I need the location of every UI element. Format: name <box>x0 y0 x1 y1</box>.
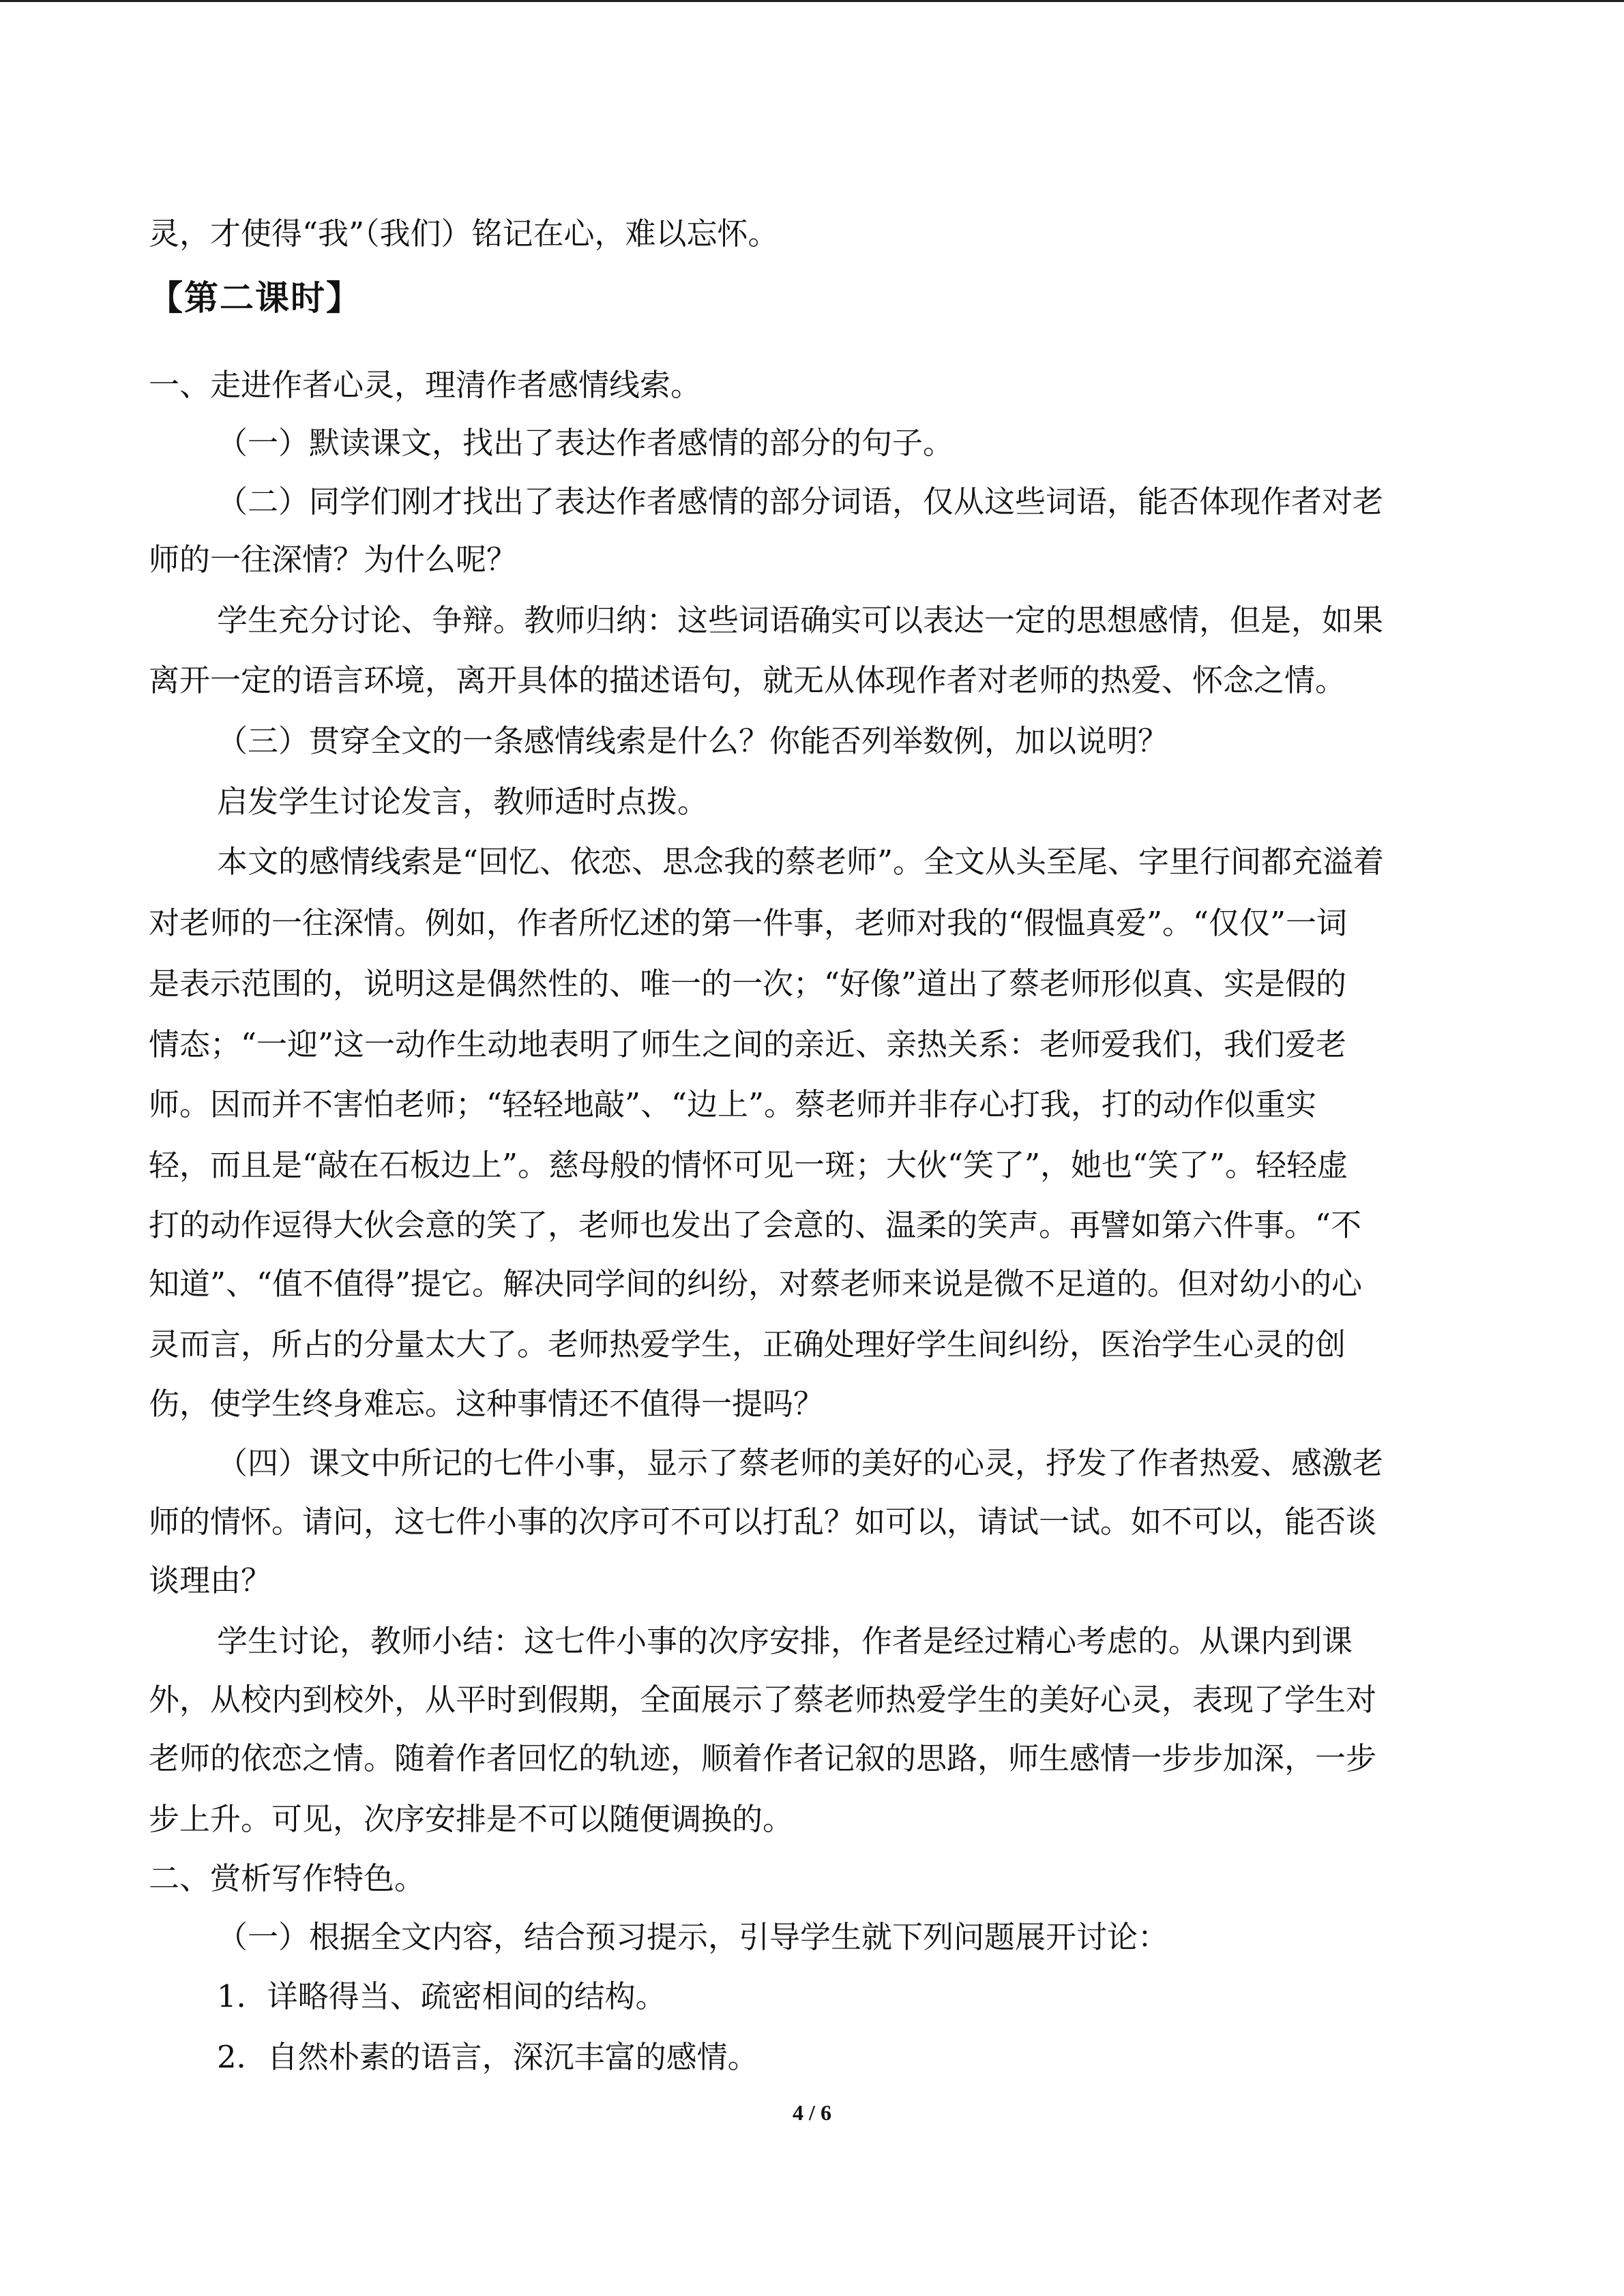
paragraph-line: 师。因而并不害怕老师；“轻轻地敲”、“边上”。蔡老师并非存心打我，打的动作似重实 <box>149 1086 1317 1122</box>
paragraph-line: 知道”、“值不值得”提它。解决同学间的纠纷，对蔡老师来说是微不足道的。但对幼小的心 <box>149 1266 1363 1302</box>
paragraph-line: 灵而言，所占的分量太大了。老师热爱学生，正确处理好学生间纠纷，医治学生心灵的创 <box>149 1326 1346 1362</box>
paragraph-line: 学生充分讨论、争辩。教师归纳：这些词语确实可以表达一定的思想感情，但是，如果 <box>217 602 1384 638</box>
paragraph-line: （一）根据全文内容，结合预习提示，引导学生就下列问题展开讨论： <box>217 1919 1169 1955</box>
section-heading: 【第二课时】 <box>149 278 361 318</box>
paragraph-line: 启发学生讨论发言，教师适时点拨。 <box>217 784 709 820</box>
paragraph-line: 灵，才使得“我”（我们）铭记在心，难以忘怀。 <box>149 215 779 252</box>
paragraph-line: （一）默读课文，找出了表达作者感情的部分的句子。 <box>217 425 954 461</box>
paragraph-line: 谈理由？ <box>149 1562 272 1598</box>
paragraph-line: 外，从校内到校外，从平时到假期，全面展示了蔡老师热爱学生的美好心灵，表现了学生对 <box>149 1682 1377 1718</box>
paragraph-line: 本文的感情线索是“回忆、依恋、思念我的蔡老师”。全文从头至尾、字里行间都充溢着 <box>217 844 1385 880</box>
page-top-border <box>0 0 1624 2</box>
page-number: 4 / 6 <box>793 2100 831 2125</box>
list-item: 2．自然朴素的语言，深沉丰富的感情。 <box>217 2039 758 2075</box>
paragraph-line: 师的一往深情？为什么呢？ <box>149 541 518 578</box>
paragraph-line: （四）课文中所记的七件小事，显示了蔡老师的美好的心灵，抒发了作者热爱、感激老 <box>217 1445 1384 1481</box>
paragraph-line: （三）贯穿全文的一条感情线索是什么？你能否列举数例，加以说明？ <box>217 723 1169 759</box>
outline-heading: 二、赏析写作特色。 <box>149 1860 426 1896</box>
paragraph-line: （二）同学们刚才找出了表达作者感情的部分词语，仅从这些词语，能否体现作者对老 <box>217 483 1384 520</box>
paragraph-line: 对老师的一往深情。例如，作者所忆述的第一件事，老师对我的“假愠真爱”。“仅仅”一词 <box>149 905 1348 941</box>
paragraph-line: 老师的依恋之情。随着作者回忆的轨迹，顺着作者记叙的思路，师生感情一步步加深，一步 <box>149 1740 1377 1776</box>
paragraph-line: 轻，而且是“敲在石板边上”。慈母般的情怀可见一斑；大伙“笑了”，她也“笑了”。轻轻虚 <box>149 1147 1348 1183</box>
paragraph-line: 学生讨论，教师小结：这七件小事的次序安排，作者是经过精心考虑的。从课内到课 <box>217 1623 1353 1659</box>
paragraph-line: 是表示范围的，说明这是偶然性的、唯一的一次；“好像”道出了蔡老师形似真、实是假的 <box>149 966 1347 1002</box>
list-item: 1．详略得当、疏密相间的结构。 <box>217 1978 666 2014</box>
outline-heading: 一、走进作者心灵，理清作者感情线索。 <box>149 367 702 403</box>
paragraph-line: 离开一定的语言环境，离开具体的描述语句，就无从体现作者对老师的热爱、怀念之情。 <box>149 662 1346 698</box>
paragraph-line: 步上升。可见，次序安排是不可以随便调换的。 <box>149 1801 794 1837</box>
paragraph-line: 打的动作逗得大伙会意的笑了，老师也发出了会意的、温柔的笑声。再譬如第六件事。“不 <box>149 1207 1362 1243</box>
paragraph-line: 伤，使学生终身难忘。这种事情还不值得一提吗？ <box>149 1386 825 1422</box>
paragraph-line: 情态；“一迎”这一动作生动地表明了师生之间的亲近、亲热关系：老师爱我们，我们爱老 <box>149 1026 1347 1062</box>
paragraph-line: 师的情怀。请问，这七件小事的次序可不可以打乱？如可以，请试一试。如不可以，能否谈 <box>149 1504 1377 1540</box>
